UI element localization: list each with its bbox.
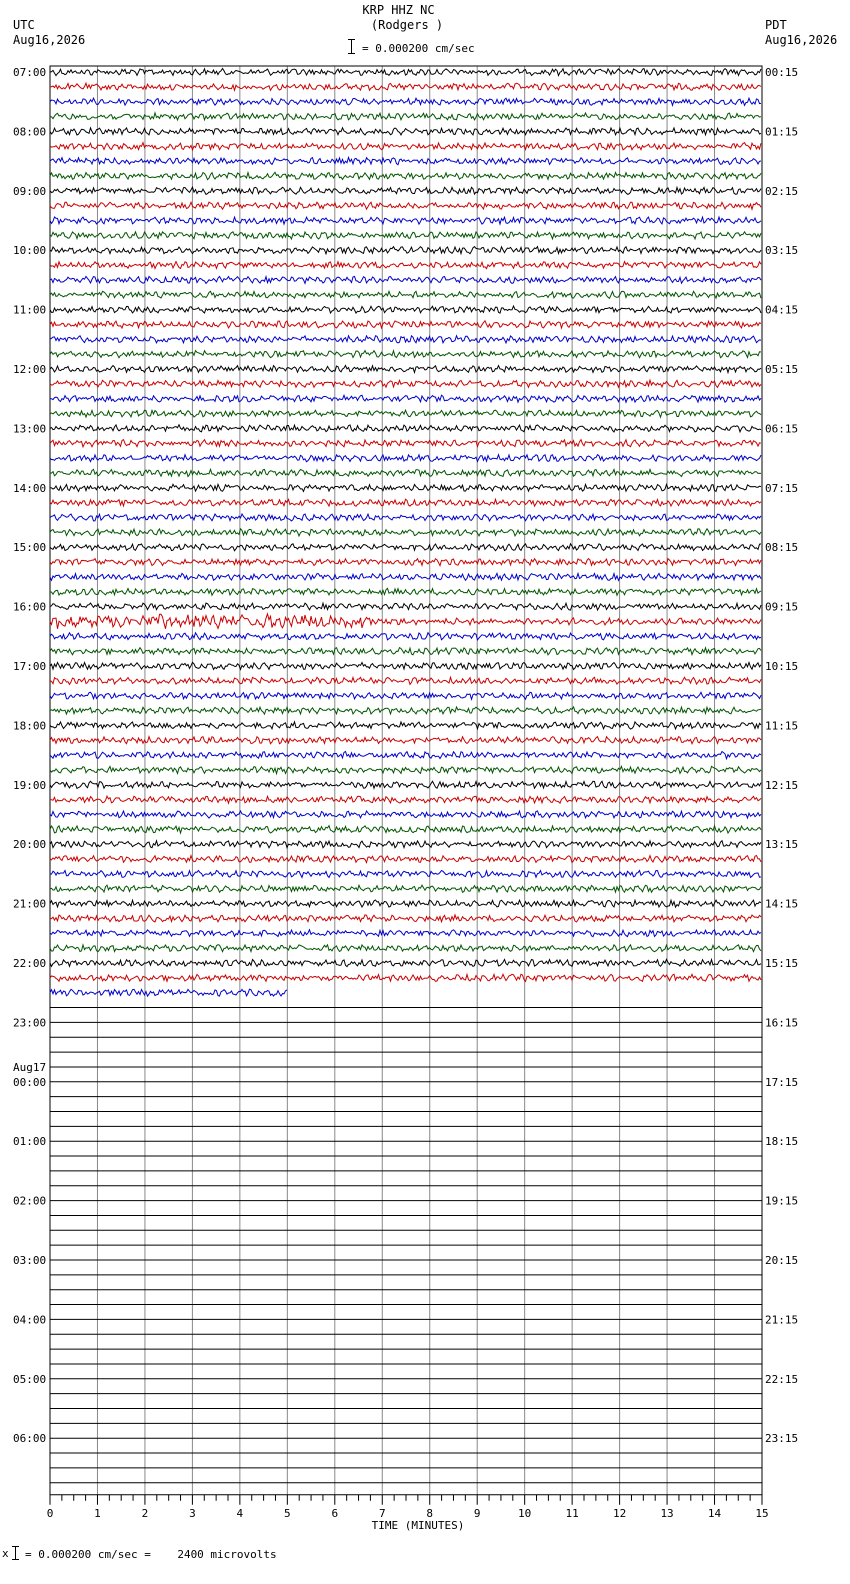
seismic-trace <box>50 945 761 952</box>
seismic-trace <box>50 455 761 462</box>
seismic-trace <box>50 158 761 165</box>
seismic-trace <box>50 707 761 714</box>
seismic-trace <box>50 499 761 506</box>
utc-time-label: 08:00 <box>13 125 47 139</box>
seismic-trace <box>50 262 761 269</box>
footer-scale-prefix: x <box>2 1547 9 1560</box>
seismic-trace <box>50 113 761 120</box>
pdt-time-label: 08:15 <box>765 541 799 555</box>
x-tick-label: 5 <box>284 1506 291 1520</box>
seismic-trace <box>50 766 761 773</box>
seismic-trace <box>50 603 761 610</box>
seismic-trace <box>50 336 761 343</box>
pdt-time-label: 18:15 <box>765 1135 799 1149</box>
seismic-trace <box>50 648 761 655</box>
pdt-time-label: 15:15 <box>765 957 799 970</box>
seismic-trace <box>50 410 761 417</box>
seismic-trace <box>50 677 761 684</box>
seismic-trace <box>50 841 761 848</box>
scale-label: = 0.000200 cm/sec <box>362 42 475 55</box>
pdt-time-label: 16:15 <box>765 1016 799 1030</box>
pdt-time-label: 02:15 <box>765 184 799 198</box>
x-tick-label: 10 <box>518 1506 532 1520</box>
seismic-trace <box>50 395 761 402</box>
pdt-time-label: 09:15 <box>765 600 799 614</box>
seismic-trace <box>50 202 761 209</box>
seismic-trace <box>50 366 761 373</box>
utc-time-label: 22:00 <box>13 957 47 970</box>
x-tick-label: 7 <box>378 1506 386 1520</box>
utc-time-label: 07:00 <box>13 66 47 79</box>
seismic-trace <box>50 885 761 892</box>
seismic-trace <box>50 351 761 358</box>
seismic-trace <box>50 276 761 283</box>
seismic-trace <box>50 128 761 135</box>
right-date-label: Aug16,2026 <box>765 33 838 47</box>
pdt-time-label: 05:15 <box>765 363 799 376</box>
x-tick-label: 15 <box>755 1506 769 1520</box>
pdt-time-label: 19:15 <box>765 1194 799 1208</box>
utc-time-label: 00:00 <box>13 1075 47 1089</box>
seismic-trace <box>50 930 761 937</box>
seismic-trace <box>50 692 761 699</box>
seismic-trace <box>50 380 761 387</box>
seismic-trace <box>50 544 761 551</box>
seismic-trace <box>50 217 761 224</box>
pdt-time-label: 11:15 <box>765 719 799 733</box>
utc-time-label: 04:00 <box>13 1313 47 1327</box>
seismic-trace <box>50 98 761 105</box>
left-zone-label: UTC <box>13 18 35 32</box>
station-title: KRP HHZ NC <box>362 3 435 17</box>
utc-date-label: Aug17 <box>13 1060 47 1074</box>
utc-time-label: 03:00 <box>13 1254 47 1267</box>
pdt-time-label: 01:15 <box>765 125 799 139</box>
x-tick-label: 1 <box>94 1506 101 1520</box>
x-tick-label: 11 <box>565 1506 579 1520</box>
station-location: (Rodgers ) <box>370 18 444 32</box>
seismic-trace <box>50 870 761 877</box>
pdt-time-label: 13:15 <box>765 838 799 852</box>
seismic-trace <box>50 633 761 640</box>
seismic-trace <box>50 826 761 833</box>
x-axis-label: TIME (MINUTES) <box>371 1518 465 1532</box>
utc-time-label: 21:00 <box>13 897 47 911</box>
pdt-time-label: 20:15 <box>765 1254 799 1267</box>
x-tick-label: 14 <box>707 1506 722 1520</box>
pdt-time-label: 17:15 <box>765 1075 799 1089</box>
seismic-trace <box>50 588 761 595</box>
seismic-trace <box>50 247 761 254</box>
utc-time-label: 13:00 <box>13 422 47 436</box>
seismic-trace <box>50 614 761 629</box>
seismic-trace <box>50 900 761 907</box>
seismic-trace <box>50 974 761 981</box>
seismic-trace <box>50 232 761 239</box>
seismic-trace <box>50 68 761 75</box>
seismic-trace <box>50 915 761 922</box>
pdt-time-label: 00:15 <box>765 66 799 79</box>
seismic-trace <box>50 959 761 966</box>
utc-time-label: 10:00 <box>13 244 47 258</box>
x-tick-label: 2 <box>141 1506 149 1520</box>
pdt-time-label: 21:15 <box>765 1313 799 1327</box>
utc-time-label: 17:00 <box>13 660 47 673</box>
utc-time-label: 15:00 <box>13 541 47 555</box>
seismic-trace <box>50 291 761 298</box>
pdt-time-label: 04:15 <box>765 303 799 317</box>
pdt-time-label: 03:15 <box>765 244 799 258</box>
pdt-time-label: 14:15 <box>765 897 799 911</box>
pdt-time-label: 12:15 <box>765 778 799 792</box>
seismic-trace <box>50 662 761 669</box>
utc-time-label: 01:00 <box>13 1135 47 1149</box>
seismic-trace <box>50 187 761 194</box>
seismic-trace <box>50 484 761 491</box>
utc-time-label: 12:00 <box>13 363 47 376</box>
seismic-trace <box>50 529 761 536</box>
left-date-label: Aug16,2026 <box>13 33 86 47</box>
seismic-trace <box>50 172 761 179</box>
seismic-trace <box>50 752 761 759</box>
utc-time-label: 23:00 <box>13 1016 47 1030</box>
utc-time-label: 02:00 <box>13 1194 47 1208</box>
seismic-trace <box>50 722 761 729</box>
pdt-time-label: 06:15 <box>765 422 799 436</box>
pdt-time-label: 22:15 <box>765 1372 799 1386</box>
utc-time-label: 09:00 <box>13 184 47 198</box>
x-tick-label: 3 <box>189 1506 196 1520</box>
footer-scale-label: = 0.000200 cm/sec = 2400 microvolts <box>25 1548 277 1561</box>
x-tick-label: 8 <box>426 1506 434 1520</box>
seismic-trace <box>50 796 761 803</box>
x-tick-label: 9 <box>473 1506 481 1520</box>
x-tick-label: 6 <box>331 1506 339 1520</box>
seismic-trace <box>50 856 761 863</box>
pdt-time-label: 23:15 <box>765 1432 799 1446</box>
seismic-trace <box>50 306 761 313</box>
utc-time-label: 14:00 <box>13 481 47 495</box>
utc-time-label: 11:00 <box>13 303 47 317</box>
seismic-trace <box>50 781 761 788</box>
x-tick-label: 0 <box>46 1506 54 1520</box>
seismic-trace <box>50 811 761 818</box>
pdt-time-label: 07:15 <box>765 481 799 495</box>
seismic-trace <box>50 469 761 476</box>
utc-time-label: 05:00 <box>13 1372 47 1386</box>
utc-time-label: 20:00 <box>13 838 47 852</box>
seismic-trace <box>50 573 761 580</box>
seismic-trace <box>50 83 761 90</box>
right-zone-label: PDT <box>765 18 787 32</box>
seismic-trace <box>50 559 761 566</box>
x-tick-label: 4 <box>236 1506 244 1520</box>
seismic-trace <box>50 425 761 432</box>
seismic-trace <box>50 514 761 521</box>
utc-time-label: 06:00 <box>13 1432 47 1446</box>
utc-time-label: 18:00 <box>13 719 47 733</box>
seismic-trace <box>50 989 287 996</box>
utc-time-label: 16:00 <box>13 600 47 614</box>
x-tick-label: 12 <box>612 1506 627 1520</box>
x-tick-label: 13 <box>660 1506 674 1520</box>
pdt-time-label: 10:15 <box>765 660 799 673</box>
seismic-trace <box>50 321 761 328</box>
seismic-trace <box>50 143 761 150</box>
utc-time-label: 19:00 <box>13 778 47 792</box>
footer-scale-bar-icon <box>15 1546 16 1560</box>
seismic-trace <box>50 440 761 447</box>
seismic-trace <box>50 737 761 744</box>
